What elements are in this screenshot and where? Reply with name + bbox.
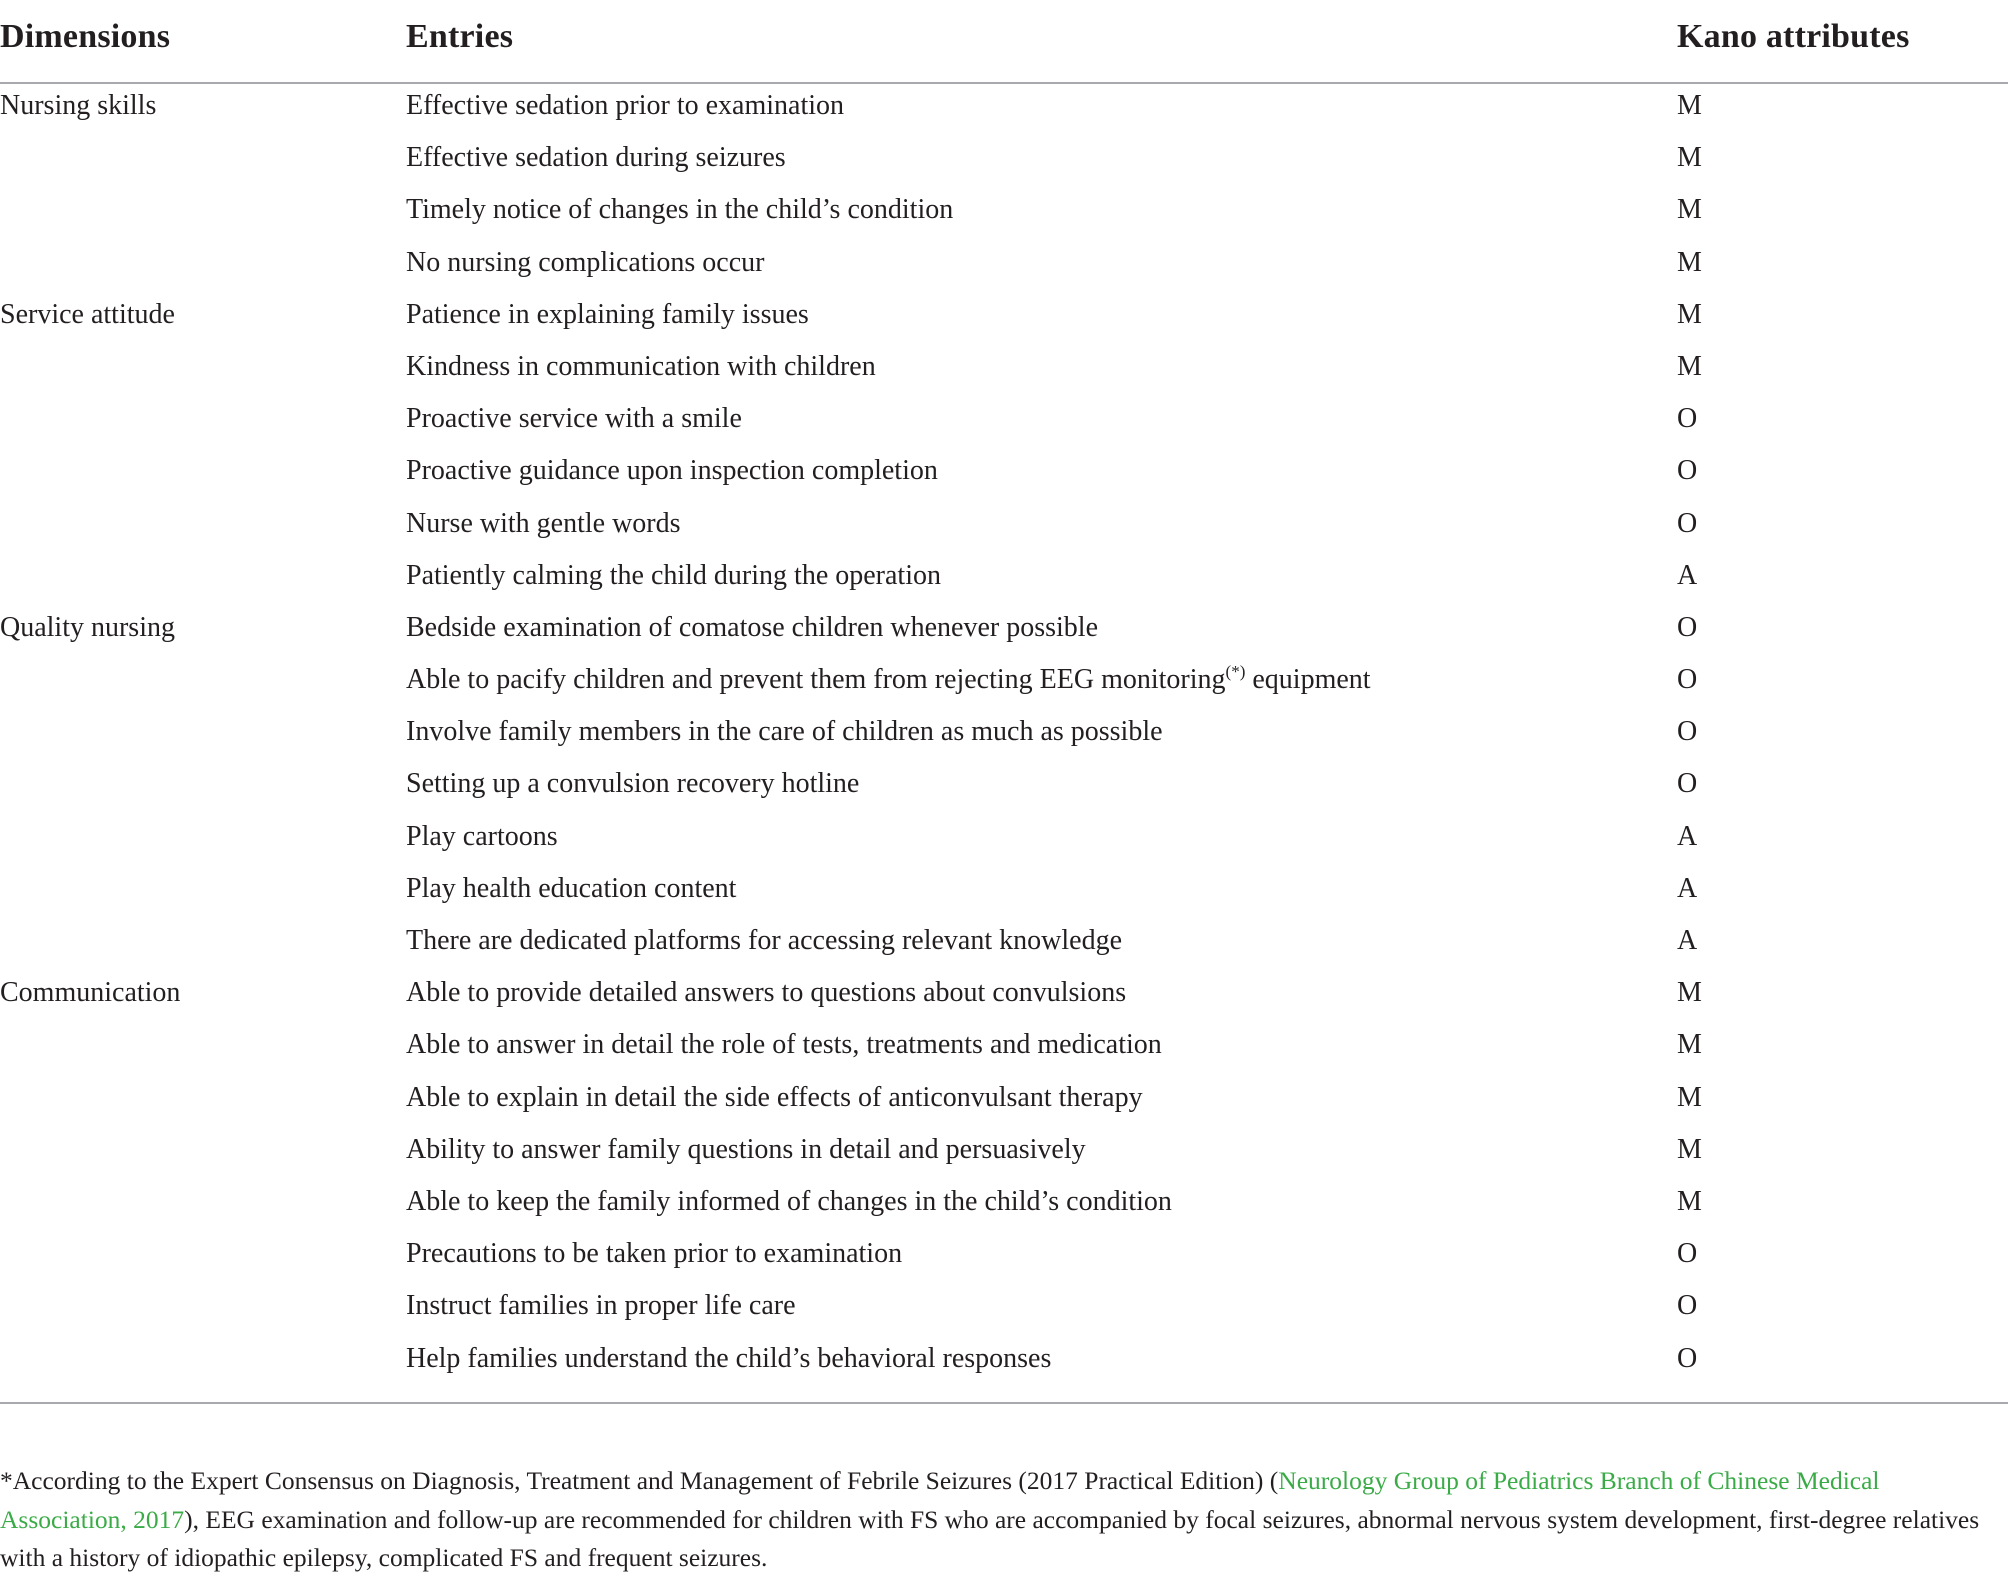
kano-attribute-cell: O	[1677, 1342, 1698, 1374]
header-kano-attributes: Kano attributes	[1677, 18, 1910, 55]
kano-attribute-cell: O	[1677, 403, 1698, 435]
entry-cell: Patience in explaining family issues	[406, 298, 809, 330]
table-row	[0, 345, 2008, 397]
table-row	[0, 502, 2008, 554]
table-row	[0, 554, 2008, 606]
entry-cell: Ability to answer family questions in detail and persuasively	[406, 1133, 1086, 1165]
entry-cell: There are dedicated platforms for accessing relevant knowledge	[406, 925, 1122, 956]
dimension-cell: Nursing skills	[0, 90, 157, 121]
kano-attribute-cell: O	[1677, 664, 1698, 696]
table-body	[0, 84, 2008, 1389]
entry-cell: Patiently calming the child during the operation	[406, 559, 941, 591]
footnote-marker: (*)	[1225, 662, 1246, 682]
table-row	[0, 919, 2008, 971]
table-header	[0, 0, 2008, 84]
table-row	[0, 1076, 2008, 1128]
entry-text: Able to pacify children and prevent them from rejecting EEG monitoring	[406, 664, 1226, 696]
table-row	[0, 136, 2008, 188]
header-dimensions: Dimensions	[0, 18, 171, 55]
dimension-cell: Quality nursing	[0, 611, 175, 643]
table-row	[0, 762, 2008, 814]
kano-attribute-cell: O	[1677, 455, 1698, 487]
footnote-text: *According to the Expert Consensus on Diagnosis, Treatment and Management of Febrile Seizures (2017 Practical Edition) (	[0, 1466, 1279, 1495]
table-row	[0, 84, 2008, 136]
entry-cell: Timely notice of changes in the child’s condition	[406, 194, 954, 226]
table-row	[0, 397, 2008, 449]
kano-attribute-cell: A	[1677, 925, 1698, 956]
kano-attribute-cell: A	[1677, 820, 1698, 852]
entry-cell: Able to answer in detail the role of tests, treatments and medication	[406, 1029, 1162, 1061]
entry-cell: Able to explain in detail the side effects of anticonvulsant therapy	[406, 1081, 1143, 1113]
table-row	[0, 1128, 2008, 1180]
entry-cell: Involve family members in the care of children as much as possible	[406, 716, 1163, 748]
entry-cell	[406, 664, 1371, 696]
dimension-cell: Communication	[0, 977, 181, 1009]
entry-cell: Setting up a convulsion recovery hotline	[406, 768, 860, 800]
table-row	[0, 658, 2008, 710]
table-row	[0, 606, 2008, 658]
kano-attribute-cell: A	[1677, 872, 1698, 904]
table-row	[0, 710, 2008, 762]
entry-cell: No nursing complications occur	[406, 246, 765, 278]
kano-attribute-cell: M	[1677, 1029, 1702, 1061]
entry-cell: Effective sedation during seizures	[406, 142, 786, 174]
kano-attribute-cell: M	[1677, 246, 1702, 278]
table-row	[0, 1337, 2008, 1389]
entry-cell: Effective sedation prior to examination	[406, 90, 845, 121]
entry-cell: Proactive service with a smile	[406, 403, 742, 435]
kano-attribute-cell: M	[1677, 298, 1702, 330]
entry-cell: Bedside examination of comatose children whenever possible	[406, 611, 1099, 643]
table-bottom-rule	[0, 1402, 2008, 1404]
table-row	[0, 971, 2008, 1023]
entry-cell: Kindness in communication with children	[406, 350, 876, 382]
kano-attribute-cell: A	[1677, 559, 1698, 591]
table-row	[0, 293, 2008, 345]
kano-attribute-cell: M	[1677, 1133, 1702, 1165]
table-row	[0, 188, 2008, 240]
citation-link[interactable]: Neurology Group of Pediatrics Branch of Chinese Medical Association, 2017	[0, 1466, 1880, 1534]
table-footnote	[0, 1462, 2000, 1578]
entry-cell: Instruct families in proper life care	[406, 1290, 796, 1322]
kano-attribute-cell: M	[1677, 142, 1702, 174]
kano-attribute-cell: M	[1677, 194, 1702, 226]
entry-cell: Able to keep the family informed of changes in the child’s condition	[406, 1185, 1172, 1217]
kano-attribute-cell: M	[1677, 90, 1702, 121]
kano-attribute-cell: O	[1677, 716, 1698, 748]
entry-cell: Play health education content	[406, 872, 737, 904]
kano-attribute-cell: O	[1677, 507, 1698, 539]
table-row	[0, 1023, 2008, 1075]
header-entries: Entries	[406, 18, 514, 55]
table-row	[0, 241, 2008, 293]
kano-attribute-cell: O	[1677, 1290, 1698, 1322]
kano-attribute-cell: M	[1677, 1185, 1702, 1217]
dimension-cell: Service attitude	[0, 298, 175, 330]
kano-attribute-cell: O	[1677, 611, 1698, 643]
kano-attribute-cell: M	[1677, 1081, 1702, 1113]
kano-attribute-cell: M	[1677, 350, 1702, 382]
entry-cell: Proactive guidance upon inspection completion	[406, 455, 938, 487]
entry-cell: Able to provide detailed answers to questions about convulsions	[406, 977, 1127, 1009]
kano-attribute-cell: O	[1677, 1238, 1698, 1270]
entry-cell: Precautions to be taken prior to examination	[406, 1238, 903, 1270]
kano-attribute-cell: M	[1677, 977, 1702, 1009]
footnote-text-end: ), EEG examination and follow-up are recommended for children with FS who are accompanied by focal seizures, abnormal nervous system development, first-degree relatives with a history of idiopathic epilepsy, complicated FS and frequent seizures.	[0, 1504, 1980, 1572]
entry-cell: Nurse with gentle words	[406, 507, 681, 539]
entry-cell: Help families understand the child’s behavioral responses	[406, 1342, 1052, 1374]
kano-attribute-cell: O	[1677, 768, 1698, 800]
table-row	[0, 1284, 2008, 1336]
table-row	[0, 815, 2008, 867]
table-row	[0, 449, 2008, 501]
entry-cell: Play cartoons	[406, 820, 558, 852]
table-row	[0, 1232, 2008, 1284]
table-row	[0, 1180, 2008, 1232]
table-row	[0, 867, 2008, 919]
entry-text-end: equipment	[1245, 664, 1371, 696]
